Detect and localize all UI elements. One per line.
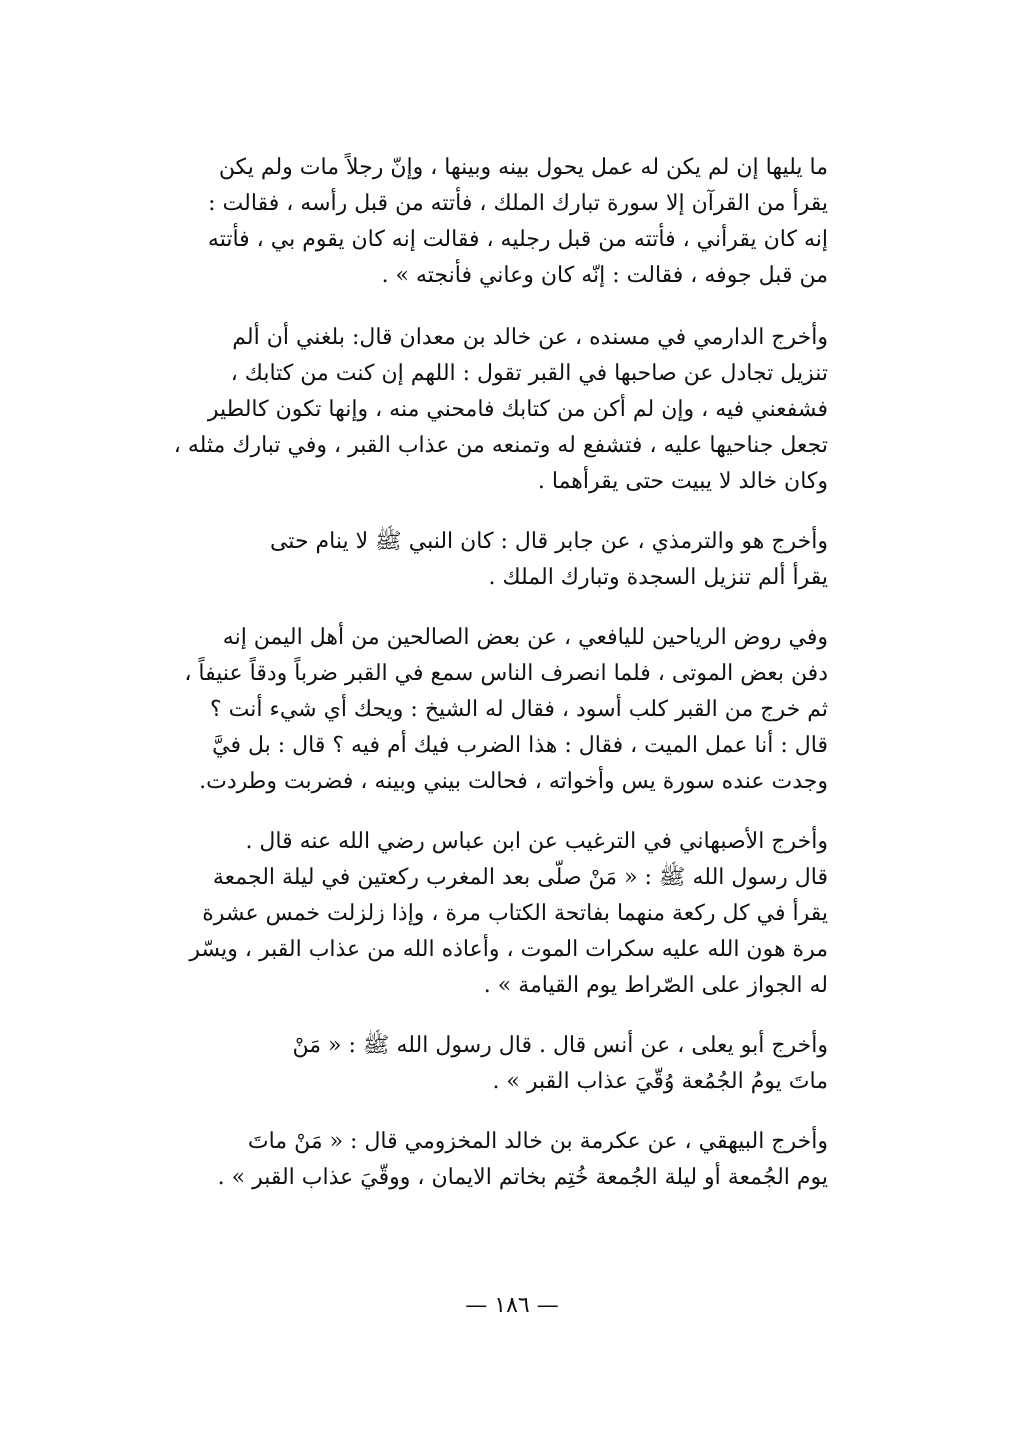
- text-line: فشفعني فيه ، وإن لم أكن من كتابك فامحني منه ، وإنها تكون كالطير: [207, 397, 828, 422]
- paragraph-2: [173, 320, 828, 500]
- paragraph-6: [178, 1028, 828, 1100]
- text-line: يقرأ من القرآن إلا سورة تبارك الملك ، فأتته من قبل رأسه ، فقالت :: [208, 191, 828, 216]
- text-line: قال رسول الله ﷺ : « مَنْ صلّى بعد المغرب ركعتين في ليلة الجمعة: [212, 865, 828, 890]
- text-line: يقرأ ألم تنزيل السجدة وتبارك الملك .: [488, 565, 828, 590]
- paragraph-4: [178, 620, 828, 800]
- text-line: تنزيل تجادل عن صاحبها في القبر تقول : اللهم إن كنت من كتابك ،: [230, 361, 828, 386]
- text-line: إنه كان يقرأني ، فأتته من قبل رجليه ، فقالت إنه كان يقوم بي ، فأتته: [207, 227, 828, 252]
- page-number: — ١٨٦ —: [465, 1293, 559, 1318]
- text-line: وأخرج هو والترمذي ، عن جابر قال : كان النبي ﷺ لا ينام حتى: [269, 529, 828, 554]
- paragraph-5: [178, 824, 828, 1004]
- text-line: وكان خالد لا يبيت حتى يقرأهما .: [537, 469, 828, 494]
- text-line: يقرأ في كل ركعة منهما بفاتحة الكتاب مرة ، وإذا زلزلت خمس عشرة: [202, 901, 828, 926]
- text-line: قال : أنا عمل الميت ، فقال : هذا الضرب فيك أم فيه ؟ قال : بل فيَّ: [212, 733, 828, 758]
- text-line: ثم خرج من القبر كلب أسود ، فقال له الشيخ : ويحك أي شيء أنت ؟: [210, 697, 828, 722]
- text-line: ما يليها إن لم يكن له عمل يحول بينه وبينها ، وإنّ رجلاً مات ولم يكن: [218, 155, 828, 180]
- text-line: وأخرج الدارمي في مسنده ، عن خالد بن معدان قال: بلغني أن ألم: [232, 325, 828, 350]
- text-line: وأخرج الأصبهاني في الترغيب عن ابن عباس رضي الله عنه قال .: [245, 829, 828, 854]
- text-line: ماتَ يومُ الجُمُعة وُقّيَ عذاب القبر » .: [492, 1069, 828, 1094]
- text-line: يوم الجُمعة أو ليلة الجُمعة خُتِم بخاتم الايمان ، ووقّيَ عذاب القبر » .: [217, 1165, 828, 1190]
- text-line: وفي روض الرياحين لليافعي ، عن بعض الصالحين من أهل اليمن إنه: [222, 625, 828, 650]
- text-line: وجدت عنده سورة يس وأخواته ، فحالت بيني وبينه ، فضربت وطردت.: [199, 769, 828, 794]
- text-line: تجعل جناحيها عليه ، فتشفع له وتمنعه من عذاب القبر ، وفي تبارك مثله ،: [173, 433, 828, 458]
- text-line: له الجواز على الصّراط يوم القيامة » .: [483, 973, 828, 998]
- paragraph-7: [178, 1124, 828, 1196]
- text-line: مرة هون الله عليه سكرات الموت ، وأعاذه الله من عذاب القبر ، ويسّر: [189, 937, 828, 962]
- page-text-block: [173, 150, 828, 1196]
- text-line: وأخرج البيهقي ، عن عكرمة بن خالد المخزومي قال : « مَنْ ماتَ: [247, 1129, 828, 1154]
- text-line: دفن بعض الموتى ، فلما انصرف الناس سمع في القبر ضرباً ودقاً عنيفاً ،: [184, 661, 828, 686]
- paragraph-3: [178, 524, 828, 596]
- text-line: وأخرج أبو يعلى ، عن أنس قال . قال رسول الله ﷺ : « مَنْ: [292, 1033, 828, 1058]
- paragraph-1: [178, 150, 828, 294]
- text-line: من قبل جوفه ، فقالت : إنّه كان وعاني فأنجته » .: [381, 263, 828, 288]
